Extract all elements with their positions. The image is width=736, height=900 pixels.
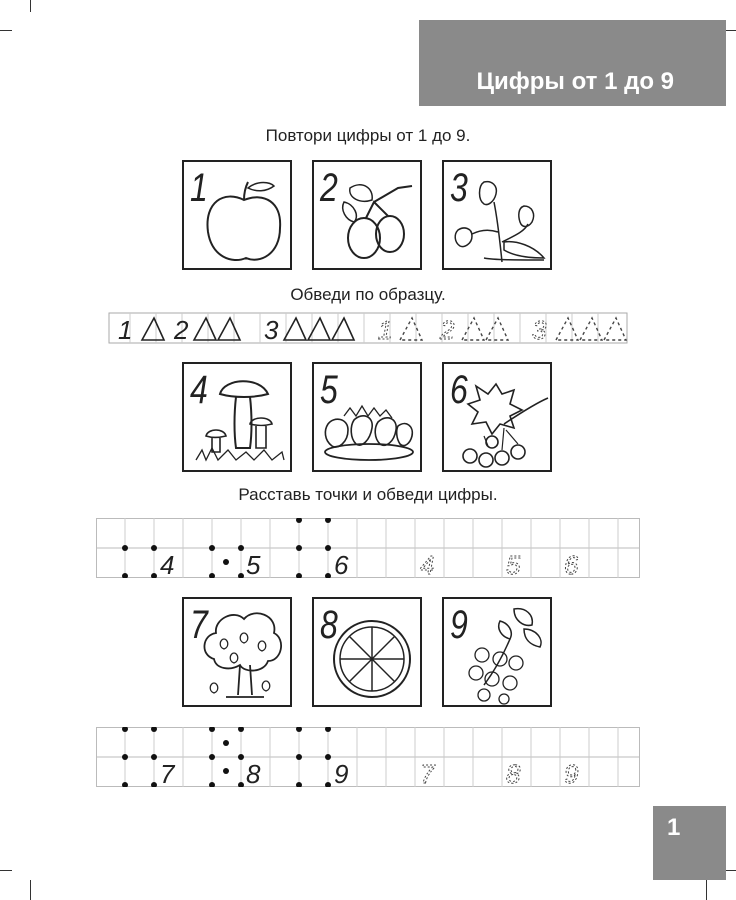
dot-row-dashed-digit: 8 (506, 759, 521, 787)
header-banner (419, 20, 726, 106)
strawberries-plate-icon (314, 364, 424, 474)
trace-strip (108, 312, 628, 344)
instruction-dots: Расставь точки и обведи цифры. (238, 485, 498, 504)
dot-row-solid-digit: 6 (334, 550, 349, 578)
card-digit: 3 (450, 166, 468, 210)
apple-icon (184, 162, 294, 272)
dot-row-dashed-digit: 5 (506, 550, 521, 578)
instruction-trace: Обведи по образцу. (290, 285, 446, 304)
dot-grid-row-2 (96, 727, 640, 787)
dot-row-dashed-digit: 7 (420, 759, 435, 787)
card-digit: 2 (320, 166, 338, 210)
dot-grid-row-1 (96, 518, 640, 578)
instruction-repeat: Повтори цифры от 1 до 9. (265, 126, 471, 145)
card-digit: 7 (190, 603, 208, 647)
crop-mark (0, 30, 12, 31)
crop-mark (30, 0, 31, 12)
card-digit: 8 (320, 603, 338, 647)
page-number: 1 (667, 814, 681, 841)
dot-row-dashed-digit: 4 (420, 550, 435, 578)
orange-slice-icon (314, 599, 424, 709)
dot-row-solid-digit: 5 (246, 550, 261, 578)
dot-row-solid-digit: 4 (160, 550, 175, 578)
digit-card-9 (442, 597, 552, 707)
crop-mark (0, 870, 12, 871)
card-digit: 9 (450, 603, 468, 647)
digit-card-6 (442, 362, 552, 472)
digit-card-1 (182, 160, 292, 270)
dot-row-dashed-digit: 6 (564, 550, 579, 578)
dot-row-dashed-digit: 9 (564, 759, 579, 787)
trace-solid-digit: 3 (264, 315, 279, 344)
crop-mark (30, 880, 31, 900)
page-number-box (653, 806, 726, 880)
digit-card-5 (312, 362, 422, 472)
digit-card-4 (182, 362, 292, 472)
raspberry-branch-icon (444, 599, 554, 709)
page-title: Цифры от 1 до 9 (476, 68, 674, 95)
digit-card-7 (182, 597, 292, 707)
crop-mark (706, 880, 707, 900)
currant-branch-icon (444, 364, 554, 474)
trace-dashed-digit: 3 (532, 315, 547, 344)
trace-solid-digit: 2 (174, 315, 189, 344)
pear-tree-icon (184, 599, 294, 709)
digit-card-3 (442, 160, 552, 270)
mushrooms-icon (184, 364, 294, 474)
trace-solid-digit: 1 (118, 315, 133, 344)
card-digit: 1 (190, 166, 208, 210)
plums-icon (314, 162, 424, 272)
strawberry-plant-icon (444, 162, 554, 272)
digit-card-8 (312, 597, 422, 707)
trace-dashed-digit: 1 (378, 315, 393, 344)
dot-row-solid-digit: 9 (334, 759, 349, 787)
trace-dashed-digit: 2 (440, 315, 455, 344)
dot-row-solid-digit: 8 (246, 759, 261, 787)
digit-card-2 (312, 160, 422, 270)
card-digit: 6 (450, 368, 468, 412)
card-digit: 5 (320, 368, 338, 412)
card-digit: 4 (190, 368, 208, 412)
dot-row-solid-digit: 7 (160, 759, 175, 787)
